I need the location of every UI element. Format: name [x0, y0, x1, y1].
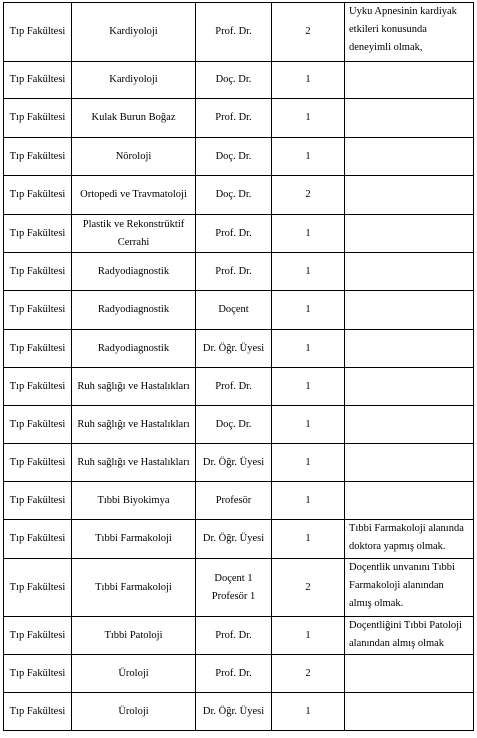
note-cell	[345, 655, 474, 693]
department-cell: Radyodiagnostik	[72, 291, 196, 330]
table-row	[4, 176, 474, 215]
note-cell	[345, 138, 474, 176]
title-cell: Doçent	[196, 291, 272, 330]
title-cell: Dr. Öğr. Üyesi	[196, 444, 272, 482]
title-cell: Profesör	[196, 482, 272, 520]
table-row	[4, 3, 474, 62]
count-cell: 1	[272, 291, 345, 330]
title-cell: Dr. Öğr. Üyesi	[196, 693, 272, 731]
note-cell	[345, 99, 474, 138]
table-row	[4, 444, 474, 482]
count-cell: 2	[272, 176, 345, 215]
count-cell: 1	[272, 62, 345, 99]
table-row	[4, 253, 474, 291]
table-row	[4, 617, 474, 655]
title-cell: Prof. Dr.	[196, 253, 272, 291]
faculty-cell: Tıp Fakültesi	[4, 99, 72, 138]
title-cell: Prof. Dr.	[196, 368, 272, 406]
department-cell: Tıbbi Patoloji	[72, 617, 196, 655]
department-cell: Radyodiagnostik	[72, 253, 196, 291]
table-row	[4, 693, 474, 731]
faculty-cell: Tıp Fakültesi	[4, 520, 72, 559]
table-row	[4, 368, 474, 406]
department-cell: Ortopedi ve Travmatoloji	[72, 176, 196, 215]
faculty-cell: Tıp Fakültesi	[4, 406, 72, 444]
department-cell: Kulak Burun Boğaz	[72, 99, 196, 138]
note-cell	[345, 62, 474, 99]
faculty-cell: Tıp Fakültesi	[4, 215, 72, 253]
table-row	[4, 559, 474, 617]
faculty-cell: Tıp Fakültesi	[4, 138, 72, 176]
table-row	[4, 520, 474, 559]
department-cell: Kardiyoloji	[72, 62, 196, 99]
title-cell: Prof. Dr.	[196, 215, 272, 253]
title-cell: Dr. Öğr. Üyesi	[196, 520, 272, 559]
count-cell: 1	[272, 138, 345, 176]
title-cell: Doç. Dr.	[196, 176, 272, 215]
note-cell: Doçentliğini Tıbbi Patoloji alanından almış olmak	[345, 617, 474, 655]
department-cell: Radyodiagnostik	[72, 330, 196, 368]
title-cell: Doç. Dr.	[196, 138, 272, 176]
count-cell: 1	[272, 215, 345, 253]
department-cell: Üroloji	[72, 693, 196, 731]
faculty-cell: Tıp Fakültesi	[4, 444, 72, 482]
faculty-cell: Tıp Fakültesi	[4, 62, 72, 99]
department-cell: Tıbbi Farmakoloji	[72, 559, 196, 617]
count-cell: 1	[272, 520, 345, 559]
faculty-cell: Tıp Fakültesi	[4, 617, 72, 655]
faculty-cell: Tıp Fakültesi	[4, 291, 72, 330]
count-cell: 1	[272, 330, 345, 368]
faculty-cell: Tıp Fakültesi	[4, 482, 72, 520]
department-cell: Ruh sağlığı ve Hastalıkları	[72, 368, 196, 406]
faculty-cell: Tıp Fakültesi	[4, 693, 72, 731]
count-cell: 1	[272, 693, 345, 731]
department-cell: Tıbbi Biyokimya	[72, 482, 196, 520]
department-cell: Ruh sağlığı ve Hastalıkları	[72, 444, 196, 482]
faculty-cell: Tıp Fakültesi	[4, 3, 72, 62]
table-row	[4, 655, 474, 693]
department-cell: Kardiyoloji	[72, 3, 196, 62]
title-cell: Prof. Dr.	[196, 655, 272, 693]
count-cell: 1	[272, 444, 345, 482]
title-cell: Prof. Dr.	[196, 99, 272, 138]
title-cell: Prof. Dr.	[196, 3, 272, 62]
faculty-cell: Tıp Fakültesi	[4, 330, 72, 368]
note-cell	[345, 368, 474, 406]
department-cell: Ruh sağlığı ve Hastalıkları	[72, 406, 196, 444]
faculty-cell: Tıp Fakültesi	[4, 253, 72, 291]
title-cell: Dr. Öğr. Üyesi	[196, 330, 272, 368]
faculty-cell: Tıp Fakültesi	[4, 559, 72, 617]
department-cell: Plastik ve Rekonstrüktif Cerrahi	[72, 215, 196, 253]
note-cell	[345, 444, 474, 482]
count-cell: 1	[272, 99, 345, 138]
faculty-cell: Tıp Fakültesi	[4, 655, 72, 693]
table-row	[4, 215, 474, 253]
table-row	[4, 406, 474, 444]
note-cell	[345, 291, 474, 330]
count-cell: 2	[272, 655, 345, 693]
table-row	[4, 138, 474, 176]
positions-table-body	[4, 3, 474, 731]
note-cell	[345, 330, 474, 368]
title-cell: Prof. Dr.	[196, 617, 272, 655]
note-cell	[345, 693, 474, 731]
note-cell	[345, 176, 474, 215]
note-cell	[345, 482, 474, 520]
count-cell: 1	[272, 406, 345, 444]
faculty-cell: Tıp Fakültesi	[4, 176, 72, 215]
note-cell: Doçentlik unvanını Tıbbi Farmakoloji alanından almış olmak.	[345, 559, 474, 617]
count-cell: 1	[272, 482, 345, 520]
count-cell: 1	[272, 253, 345, 291]
count-cell: 2	[272, 559, 345, 617]
department-cell: Tıbbi Farmakoloji	[72, 520, 196, 559]
title-cell: Doç. Dr.	[196, 62, 272, 99]
table-row	[4, 482, 474, 520]
title-cell: Doç. Dr.	[196, 406, 272, 444]
count-cell: 2	[272, 3, 345, 62]
department-cell: Üroloji	[72, 655, 196, 693]
table-row	[4, 62, 474, 99]
note-cell: Uyku Apnesinin kardiyak etkileri konusunda deneyimli olmak,	[345, 3, 474, 62]
note-cell: Tıbbi Farmakoloji alanında doktora yapmış olmak.	[345, 520, 474, 559]
title-cell: Doçent 1 Profesör 1	[196, 559, 272, 617]
positions-table	[3, 2, 474, 731]
table-row	[4, 330, 474, 368]
count-cell: 1	[272, 617, 345, 655]
note-cell	[345, 215, 474, 253]
faculty-cell: Tıp Fakültesi	[4, 368, 72, 406]
table-row	[4, 99, 474, 138]
note-cell	[345, 406, 474, 444]
table-row	[4, 291, 474, 330]
count-cell: 1	[272, 368, 345, 406]
note-cell	[345, 253, 474, 291]
department-cell: Nöroloji	[72, 138, 196, 176]
